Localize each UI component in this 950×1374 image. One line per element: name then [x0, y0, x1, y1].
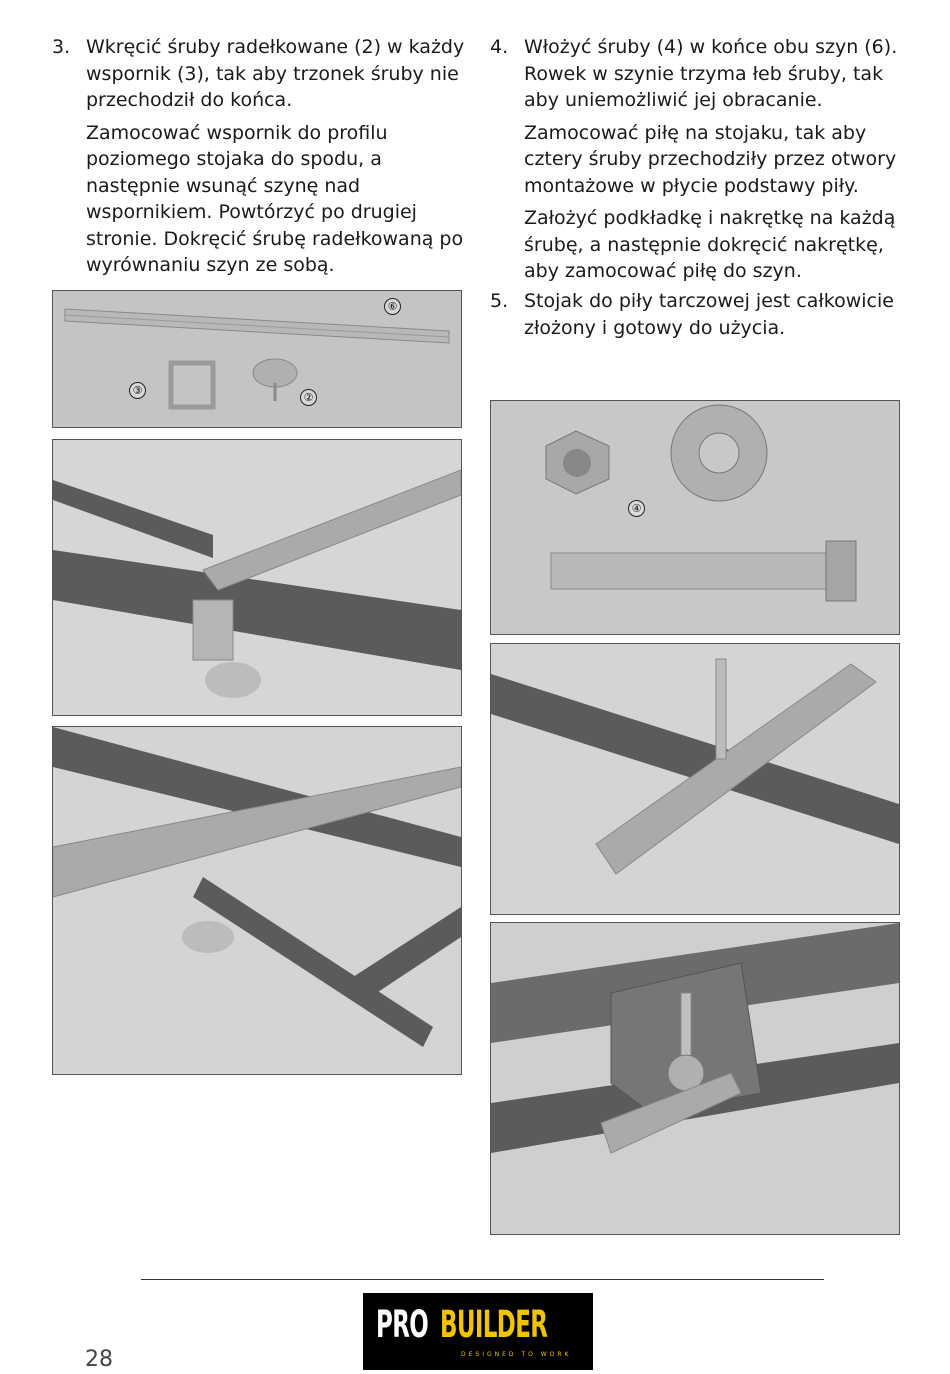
step-number: 4. — [490, 36, 509, 58]
logo-builder-text: BUILDER — [440, 1303, 548, 1346]
step-paragraph: Założyć podkładkę i nakrętkę na każdą śrubę, a następnie dokręcić nakrętkę, aby zamocować piłę do szyn. — [524, 207, 896, 282]
step-paragraph: Stojak do piły tarczowej jest całkowicie złożony i gotowy do użycia. — [524, 290, 894, 339]
logo-tagline: DESIGNED TO WORK — [461, 1351, 572, 1358]
page-number: 28 — [85, 1347, 113, 1372]
photo-parts-rail-bracket-knob — [52, 290, 462, 428]
photo-bolt-in-rail — [490, 643, 900, 915]
callout-knob: ② — [300, 389, 317, 406]
logo-pro-text: PRO — [376, 1303, 429, 1346]
callout-bracket: ③ — [129, 382, 146, 399]
photo-bolt-nut-washer — [490, 400, 900, 635]
step-paragraph: Zamocować piłę na stojaku, tak aby cztery śruby przechodziły przez otwory montażowe w płycie podstawy piły. — [524, 121, 897, 197]
hardware-illustration — [491, 401, 899, 634]
step-paragraph: Wkręcić śruby radełkowane (2) w każdy wspornik (3), tak aby trzonek śruby nie przechodził do końca. — [86, 36, 465, 111]
frame-illustration — [53, 440, 461, 715]
step-paragraph: Zamocować wspornik do profilu poziomego stojaka do spodu, a następnie wsunąć szynę nad wspornikiem. Powtórzyć po drugiej stronie. Dokręcić śrubę radełkowaną po wyrównaniu szyn ze sobą. — [86, 121, 464, 276]
step-paragraph: Włożyć śruby (4) w końce obu szyn (6). Rowek w szynie trzyma łeb śruby, tak aby uniemożliwić jej obracanie. — [524, 36, 898, 111]
photo-saw-mounted — [490, 922, 900, 1235]
frame-illustration — [53, 727, 461, 1074]
callout-rail: ⑥ — [384, 298, 401, 315]
step-number: 3. — [52, 36, 71, 58]
step-number: 5. — [490, 290, 509, 312]
saw-mount-illustration — [491, 923, 899, 1234]
probuilder-logo — [363, 1293, 593, 1370]
parts-illustration — [53, 291, 461, 427]
rail-bolt-illustration — [491, 644, 899, 914]
callout-bolt: ④ — [628, 500, 645, 517]
footer-divider — [141, 1279, 824, 1280]
photo-rail-on-frame — [52, 439, 462, 716]
photo-rail-perspective — [52, 726, 462, 1075]
